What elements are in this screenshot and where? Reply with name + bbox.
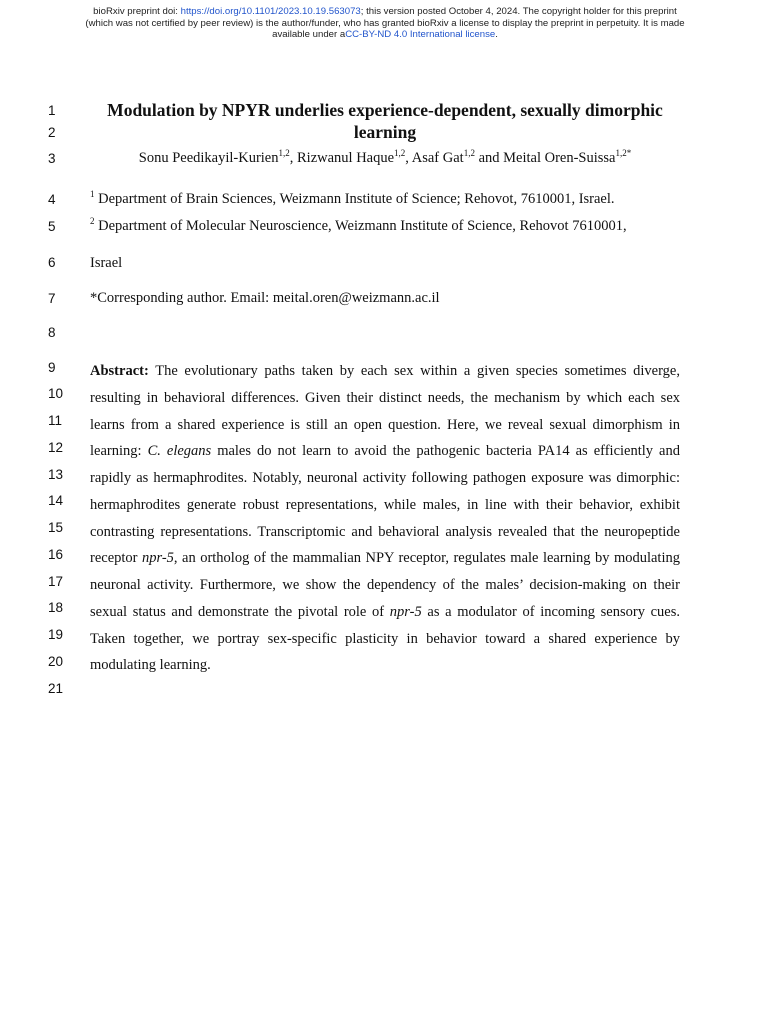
line-number: 5 xyxy=(48,219,56,234)
line-number: 2 xyxy=(48,125,56,140)
author-list: Sonu Peedikayil-Kurien$^{1,2}$, Rizwanul Haque$^{1,2}$, Asaf Gat$^{1,2}$ and Meital Oren-Suissa$^{1,2*}$ xyxy=(138,148,632,166)
line-number: 18 xyxy=(48,600,64,615)
author-affiliation: 1,2 xyxy=(278,148,290,158)
line-number: 19 xyxy=(48,627,64,642)
line-number: 17 xyxy=(48,574,64,589)
corresponding-author: *Corresponding author. Email: meital.oren@weizmann.ac.il xyxy=(90,290,440,306)
line-number: 1 xyxy=(48,103,56,118)
line-number: 15 xyxy=(48,520,64,535)
license-link[interactable]: CC-BY-ND 4.0 International license xyxy=(345,29,496,41)
affiliation-2: $^2$ Department of Molecular Neuroscience, Weizmann Institute of Science, Rehovot 7610001, xyxy=(90,216,627,234)
line-number: 21 xyxy=(48,681,64,696)
gene-name: npr-5 xyxy=(141,550,174,567)
line-number: 14 xyxy=(48,493,64,508)
affiliation-2-continued: Israel xyxy=(90,255,123,271)
author-name: Sonu Peedikayil-Kurien xyxy=(138,150,279,166)
line-number: 4 xyxy=(48,192,56,207)
author-affiliation: 1,2 xyxy=(463,148,475,158)
banner-line-2: (which was not certified by peer review) is the author/funder, who has granted bioRxiv a license to display the preprint in perpetuity. It is made xyxy=(85,17,685,29)
line-number: 13 xyxy=(48,467,64,482)
line-number: 8 xyxy=(48,325,56,340)
affiliation-1: $^1$ Department of Brain Sciences, Weizmann Institute of Science; Rehovot, 7610001, Israel. xyxy=(90,189,615,207)
author-name: Meital Oren-Suissa xyxy=(503,150,616,166)
gene-name: npr-5 xyxy=(389,603,422,620)
line-number: 3 xyxy=(48,151,56,166)
author-affiliation: 1,2 xyxy=(394,148,406,158)
author-name: Rizwanul Haque xyxy=(297,150,395,166)
abstract: Abstract: The evolutionary paths taken by each sex within a given species sometimes diverge, resulting in behavioral differences. Given their distinct needs, the mechanism by which each sex learns from a shared experience is still an open question. Here, we reveal sexual dimorphism in learning: C. elegans males do not learn to avoid the pathogenic bacteria PA14 as efficiently and rapidly as hermaphrodites. Notably, neuronal activity following pathogen exposure was dimorphic: hermaphrodites generate robust representations, while males, in line with their behavior, exhibit contrasting representations. Transcriptomic and behavioral analysis revealed that the neuropeptide receptor npr-5, an ortholog of the mammalian NPY receptor, regulates male learning by modulating neuronal activity. Furthermore, we show the dependency of the males’ decision-making on their sexual status and demonstrate the pivotal role of npr-5 as a modulator of incoming sensory cues. Taken together, we portray sex-specific plasticity in behavior toward a shared experience by modulating learning. xyxy=(90,363,681,674)
doi-link[interactable]: https://doi.org/10.1101/2023.10.19.563073 xyxy=(180,6,361,17)
preprint-banner xyxy=(40,6,730,41)
line-number: 10 xyxy=(48,386,64,401)
line-number: 20 xyxy=(48,654,64,669)
banner-line-1: bioRxiv preprint doi: https://doi.org/10.1101/2023.10.19.563073; this version posted October 4, 2024. The copyright holder for this preprint xyxy=(93,6,677,17)
line-number: 7 xyxy=(48,291,56,306)
line-number: 16 xyxy=(48,547,64,562)
author-affiliation: 1,2* xyxy=(615,148,632,158)
species-name: C. elegans xyxy=(147,443,212,460)
banner-line-3: available under aCC-BY-ND 4.0 International license. xyxy=(272,29,498,41)
paper-title: Modulation by NPYR underlies experience-dependent, sexually dimorphic learning xyxy=(107,100,663,142)
author-name: Asaf Gat xyxy=(411,150,464,166)
line-number: 9 xyxy=(48,360,56,375)
line-number: 11 xyxy=(48,413,63,428)
abstract-label: Abstract: xyxy=(90,363,149,379)
line-number: 12 xyxy=(48,440,64,455)
line-number: 6 xyxy=(48,255,56,270)
